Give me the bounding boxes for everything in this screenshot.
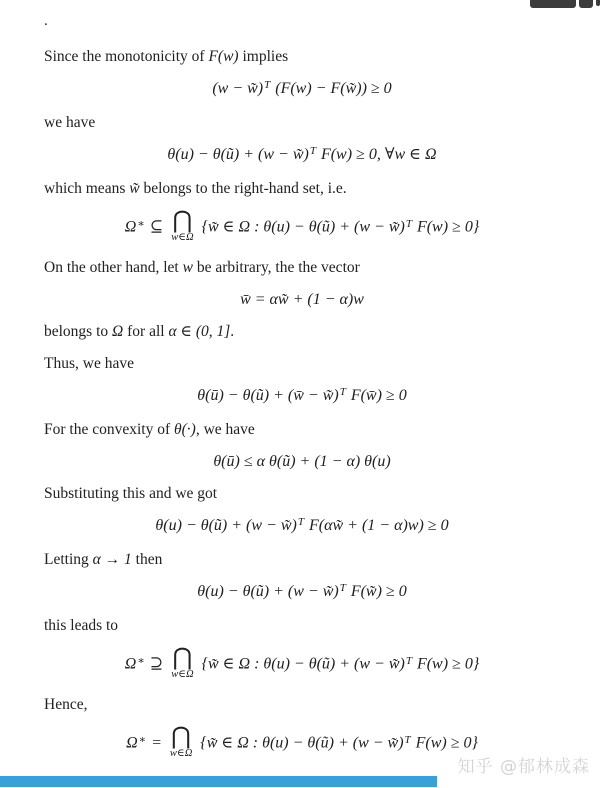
bottom-progress-bar <box>0 776 437 787</box>
text-run: which means <box>44 180 130 197</box>
stray-dot: . <box>44 13 48 29</box>
text-run: (w − w̃) <box>212 80 264 97</box>
text-run: θ(ū) − θ(ũ) + (w̄ − w̃) <box>197 387 339 404</box>
paragraph <box>44 179 560 198</box>
formula <box>44 643 560 682</box>
math-run: Ω <box>112 323 124 340</box>
formula <box>44 145 560 166</box>
formula <box>44 582 560 603</box>
text-run: . <box>230 323 235 340</box>
text-run: {w̃ ∈ Ω : θ(u) − θ(ũ) + (w − w̃) <box>196 734 404 752</box>
intersection-symbol: ⋂ <box>172 643 193 671</box>
text-run: F(αw̃ + (1 − α)w) ≥ 0 <box>304 517 449 534</box>
text-run: F(w) ≥ 0} <box>411 734 478 752</box>
superscript: ∗ <box>138 733 147 746</box>
superscript: T <box>297 516 304 528</box>
text-run: θ(u) − θ(ũ) + (w − w̃) <box>197 583 339 600</box>
math-run: w̃ <box>129 180 140 197</box>
nary-intersection <box>171 643 194 680</box>
text-run: F(w) ≥ 0, ∀w ∈ Ω <box>316 146 437 163</box>
paragraph <box>44 616 560 635</box>
formula <box>44 79 560 100</box>
text-run: we have <box>44 114 96 131</box>
paragraph <box>44 695 560 714</box>
nary-intersection <box>169 722 193 759</box>
text-run: ⊇ <box>145 655 168 673</box>
formula <box>44 452 560 471</box>
formula <box>44 206 560 245</box>
math-run: α ∈ (0, 1] <box>168 323 231 340</box>
paragraph <box>44 550 560 569</box>
math-run: α → 1 <box>92 551 132 568</box>
superscript: T <box>309 145 316 157</box>
text-run: F(w̃) ≥ 0 <box>346 583 407 600</box>
paragraph <box>44 484 560 503</box>
text-run: Ω <box>124 655 137 673</box>
math-run: θ(·) <box>174 421 196 438</box>
text-run: θ(u) − θ(ũ) + (w − w̃) <box>167 146 309 163</box>
superscript: T <box>405 217 412 230</box>
text-run: = <box>147 734 166 752</box>
superscript: ∗ <box>137 217 145 230</box>
text-run: Substituting this and we got <box>44 485 218 502</box>
text-run: belongs to <box>44 323 113 340</box>
math-run: w <box>182 259 193 276</box>
superscript: T <box>339 386 346 398</box>
intersection-symbol: ⋂ <box>171 722 191 750</box>
text-run: then <box>131 551 163 568</box>
zhihu-watermark: 知乎 @郁林成森 <box>457 757 590 777</box>
formula <box>44 516 560 537</box>
text-run: (F(w) − F(w̃)) ≥ 0 <box>271 80 392 97</box>
text-run: Letting <box>44 551 93 568</box>
text-run: Ω <box>126 734 138 752</box>
text-run: be arbitrary, the the vector <box>192 259 360 276</box>
text-run: belongs to the right-hand set, i.e. <box>139 180 347 197</box>
text-run: {w̃ ∈ Ω : θ(u) − θ(ũ) + (w − w̃) <box>197 655 405 673</box>
text-run: this leads to <box>44 617 119 634</box>
intersection-symbol: ⋂ <box>172 206 193 234</box>
intersection-limit: w∈Ω <box>171 669 194 680</box>
superscript: T <box>339 582 346 594</box>
paragraph <box>44 258 560 277</box>
text-run: On the other hand, let <box>44 259 183 276</box>
paragraph <box>44 47 560 66</box>
intersection-limit: w∈Ω <box>171 232 194 243</box>
formula <box>44 386 560 407</box>
text-run: Thus, we have <box>44 355 134 372</box>
text-run: , we have <box>195 421 255 438</box>
text-run: w̄ = αw̃ + (1 − α)w <box>240 291 364 308</box>
text-run: {w̃ ∈ Ω : θ(u) − θ(ũ) + (w − w̃) <box>197 218 405 236</box>
text-run: F(w) ≥ 0} <box>412 218 480 236</box>
nary-intersection <box>171 206 194 243</box>
superscript: T <box>404 733 411 746</box>
text-run: for all <box>123 323 169 340</box>
text-run: θ(u) − θ(ũ) + (w − w̃) <box>155 517 297 534</box>
superscript: T <box>264 79 271 91</box>
text-run: Ω <box>124 218 137 236</box>
superscript: T <box>405 654 412 667</box>
paragraph <box>44 354 560 373</box>
formula <box>44 290 560 309</box>
paragraph <box>44 420 560 439</box>
intersection-limit: w∈Ω <box>169 748 193 759</box>
math-run: F(w) <box>208 48 239 65</box>
text-run: ⊆ <box>145 218 168 236</box>
text-run: implies <box>238 48 289 65</box>
superscript: ∗ <box>137 654 145 667</box>
text-run: For the convexity of <box>44 421 175 438</box>
text-run: Hence, <box>44 696 88 713</box>
paragraph <box>44 322 560 341</box>
text-run: θ(ū) ≤ α θ(ũ) + (1 − α) θ(u) <box>213 453 391 470</box>
paragraph <box>44 113 560 132</box>
text-run: F(w) ≥ 0} <box>412 655 480 673</box>
text-run: F(w̄) ≥ 0 <box>346 387 407 404</box>
text-run: Since the monotonicity of <box>44 48 209 65</box>
